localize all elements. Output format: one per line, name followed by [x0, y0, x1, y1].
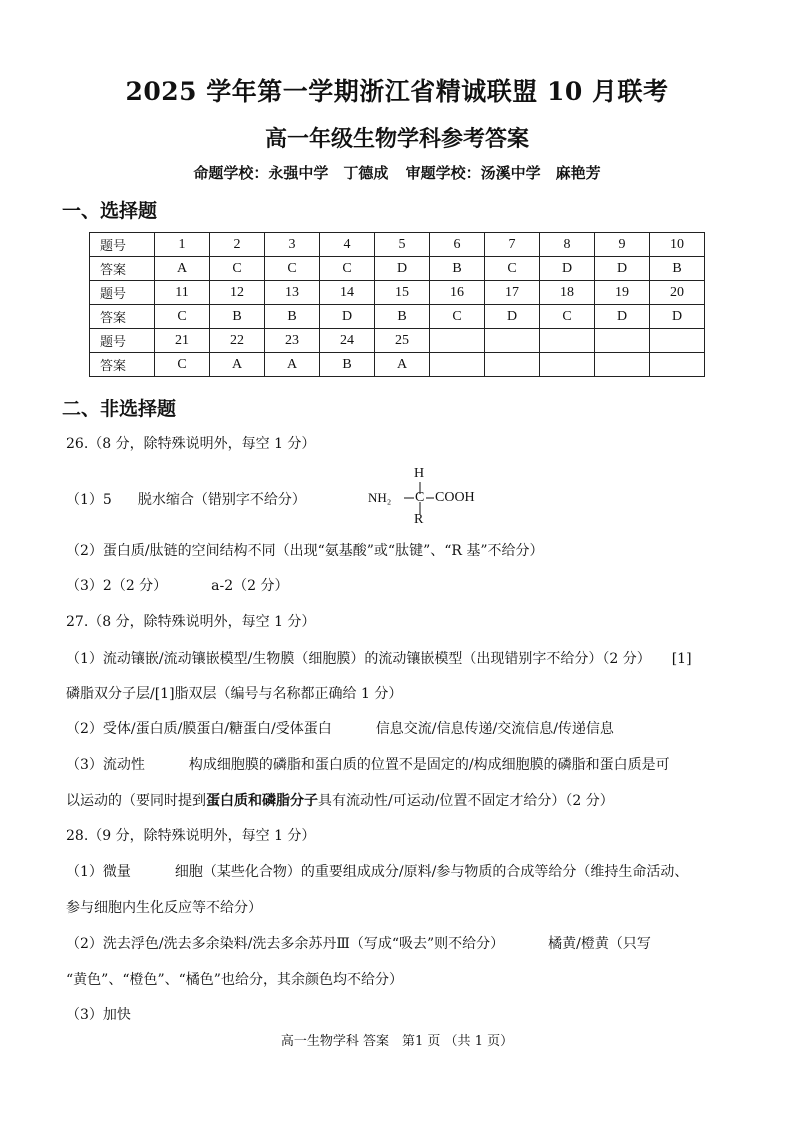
structure-carboxyl-group: COOH	[435, 490, 475, 505]
answer-cell: D	[595, 257, 650, 281]
question-number-cell: 3	[265, 233, 320, 257]
reviewer-school: 审题学校：汤溪中学 麻艳芳	[405, 164, 601, 182]
answer-cell: B	[265, 305, 320, 329]
amino-acid-structure	[368, 466, 498, 530]
answer-cell: D	[650, 305, 705, 329]
answer-cell	[650, 353, 705, 377]
answer-cell: D	[485, 305, 540, 329]
q28-part1-line1	[66, 862, 688, 882]
question-number-cell: 23	[265, 329, 320, 353]
q27-part1-line2: 磷脂双分子层/[1]脂双层（编号与名称都正确给 1 分）	[66, 686, 403, 702]
answer-cell: C	[430, 305, 485, 329]
question-number-row	[90, 329, 705, 353]
answer-cell: D	[540, 257, 595, 281]
page-footer: 高一生物学科 答案 第1 页 （共 1 页）	[280, 1034, 514, 1049]
question-number-cell: 7	[485, 233, 540, 257]
answer-cell	[430, 353, 485, 377]
question-number-row	[90, 281, 705, 305]
setter-school: 命题学校：永强中学 丁德成	[193, 164, 389, 182]
question-number-cell	[595, 329, 650, 353]
question-number-cell: 5	[375, 233, 430, 257]
question-number-cell: 10	[650, 233, 705, 257]
q27-part3-answer-a: （3）流动性	[66, 757, 145, 773]
question-number-cell: 9	[595, 233, 650, 257]
q26-header: 26.（8 分，除特殊说明外，每空 1 分）	[66, 436, 316, 452]
section-heading-free-response: 二、非选择题	[62, 398, 177, 420]
q27-part2-answer-b: 信息交流/信息传递/交流信息/传递信息	[375, 721, 614, 737]
q27-part2-answer-a: （2）受体/蛋白质/膜蛋白/糖蛋白/受体蛋白	[66, 721, 332, 737]
question-number-cell: 1	[155, 233, 210, 257]
question-number-cell: 20	[650, 281, 705, 305]
question-number-cell	[430, 329, 485, 353]
question-number-cell: 2	[210, 233, 265, 257]
answer-cell: A	[155, 257, 210, 281]
answer-cell: C	[485, 257, 540, 281]
q28-part1-answer-b: 细胞（某些化合物）的重要组成成分/原料/参与物质的合成等给分（维持生命活动、	[174, 864, 689, 880]
question-number-cell: 22	[210, 329, 265, 353]
q28-part3: （3）加快	[66, 1007, 131, 1023]
structure-alpha-carbon: C	[415, 490, 425, 505]
question-number-cell: 15	[375, 281, 430, 305]
answer-cell: B	[650, 257, 705, 281]
q26-part1	[66, 490, 306, 510]
answer-cell: B	[320, 353, 375, 377]
q27-part3-emphasis: 蛋白质和磷脂分子	[206, 793, 318, 809]
q27-part1-line1: （1）流动镶嵌/流动镶嵌模型/生物膜（细胞膜）的流动镶嵌模型（出现错别字不给分）（2 分） [1]	[66, 651, 692, 667]
q26-part2: （2）蛋白质/肽链的空间结构不同（出现“氨基酸”或“肽键”、“R 基”不给分）	[66, 543, 544, 559]
answer-table	[89, 232, 705, 377]
q26-part3-answer-b: a-2（2 分）	[211, 578, 289, 594]
answer-cell: B	[210, 305, 265, 329]
answer-cell: D	[320, 305, 375, 329]
answer-cell	[540, 353, 595, 377]
q28-part2-answer-a: （2）洗去浮色/洗去多余染料/洗去多余苏丹Ⅲ（写成“吸去”则不给分）	[66, 936, 505, 952]
structure-r-group: R	[414, 512, 424, 527]
answer-cell: C	[320, 257, 375, 281]
question-number-cell: 14	[320, 281, 375, 305]
q27-part3-answer-b: 构成细胞膜的磷脂和蛋白质的位置不是固定的/构成细胞膜的磷脂和蛋白质是可	[188, 757, 670, 773]
question-number-cell: 8	[540, 233, 595, 257]
answer-cell: B	[430, 257, 485, 281]
structure-h: H	[414, 466, 425, 481]
question-number-cell: 24	[320, 329, 375, 353]
q28-part1-line2: 参与细胞内生化反应等不给分）	[66, 900, 262, 916]
answer-cell: D	[595, 305, 650, 329]
question-number-cell: 13	[265, 281, 320, 305]
answer-cell	[595, 353, 650, 377]
q28-part2-line2: “黄色”、“橙色”、“橘色”也给分，其余颜色均不给分）	[66, 972, 403, 988]
answer-cell: A	[210, 353, 265, 377]
question-number-row-label: 题号	[90, 281, 155, 305]
q28-header: 28.（9 分，除特殊说明外，每空 1 分）	[66, 828, 316, 844]
question-number-cell	[485, 329, 540, 353]
answer-row-label: 答案	[90, 353, 155, 377]
question-number-row-label: 题号	[90, 233, 155, 257]
q27-part3-text: 以运动的（要同时提到	[66, 793, 206, 809]
answer-row-label: 答案	[90, 257, 155, 281]
answer-cell: B	[375, 305, 430, 329]
question-number-cell	[540, 329, 595, 353]
structure-amino-group: NH₂	[368, 490, 392, 505]
q26-part1-number: （1）5	[66, 492, 112, 508]
answer-cell: C	[210, 257, 265, 281]
answer-cell: C	[540, 305, 595, 329]
question-number-cell: 16	[430, 281, 485, 305]
q27-part3-line1	[66, 755, 670, 775]
q28-part1-answer-a: （1）微量	[66, 864, 131, 880]
question-number-cell: 12	[210, 281, 265, 305]
question-number-cell: 21	[155, 329, 210, 353]
answer-cell: C	[155, 305, 210, 329]
question-number-cell: 17	[485, 281, 540, 305]
answer-cell: C	[155, 353, 210, 377]
question-number-cell: 18	[540, 281, 595, 305]
document-subtitle: 高一年级生物学科参考答案	[264, 126, 529, 152]
answer-cell: C	[265, 257, 320, 281]
q28-part2-answer-b: 橘黄/橙黄（只写	[548, 936, 651, 952]
answer-row-label: 答案	[90, 305, 155, 329]
exam-title: 2025 学年第一学期浙江省精诚联盟 10 月联考	[125, 77, 669, 106]
answer-cell: A	[375, 353, 430, 377]
answer-cell: D	[375, 257, 430, 281]
answer-row	[90, 305, 705, 329]
q27-part3-text-end: 具有流动性/可运动/位置不固定才给分）（2 分）	[318, 793, 614, 809]
answer-row	[90, 257, 705, 281]
author-line	[0, 162, 794, 183]
q26-part3	[66, 576, 289, 596]
q26-part1-answer: 脱水缩合（错别字不给分）	[137, 492, 306, 508]
section-heading-multiple-choice: 一、选择题	[62, 200, 158, 222]
question-number-row-label: 题号	[90, 329, 155, 353]
answer-cell	[485, 353, 540, 377]
q27-header: 27.（8 分，除特殊说明外，每空 1 分）	[66, 614, 316, 630]
question-number-cell	[650, 329, 705, 353]
q26-part3-answer-a: （3）2（2 分）	[66, 578, 168, 594]
question-number-cell: 11	[155, 281, 210, 305]
q27-part3-line2	[66, 791, 614, 811]
question-number-cell: 6	[430, 233, 485, 257]
answer-cell: A	[265, 353, 320, 377]
answer-row	[90, 353, 705, 377]
question-number-cell: 4	[320, 233, 375, 257]
q27-part2	[66, 719, 614, 739]
question-number-cell: 25	[375, 329, 430, 353]
question-number-cell: 19	[595, 281, 650, 305]
question-number-row	[90, 233, 705, 257]
q28-part2-line1	[66, 934, 651, 954]
